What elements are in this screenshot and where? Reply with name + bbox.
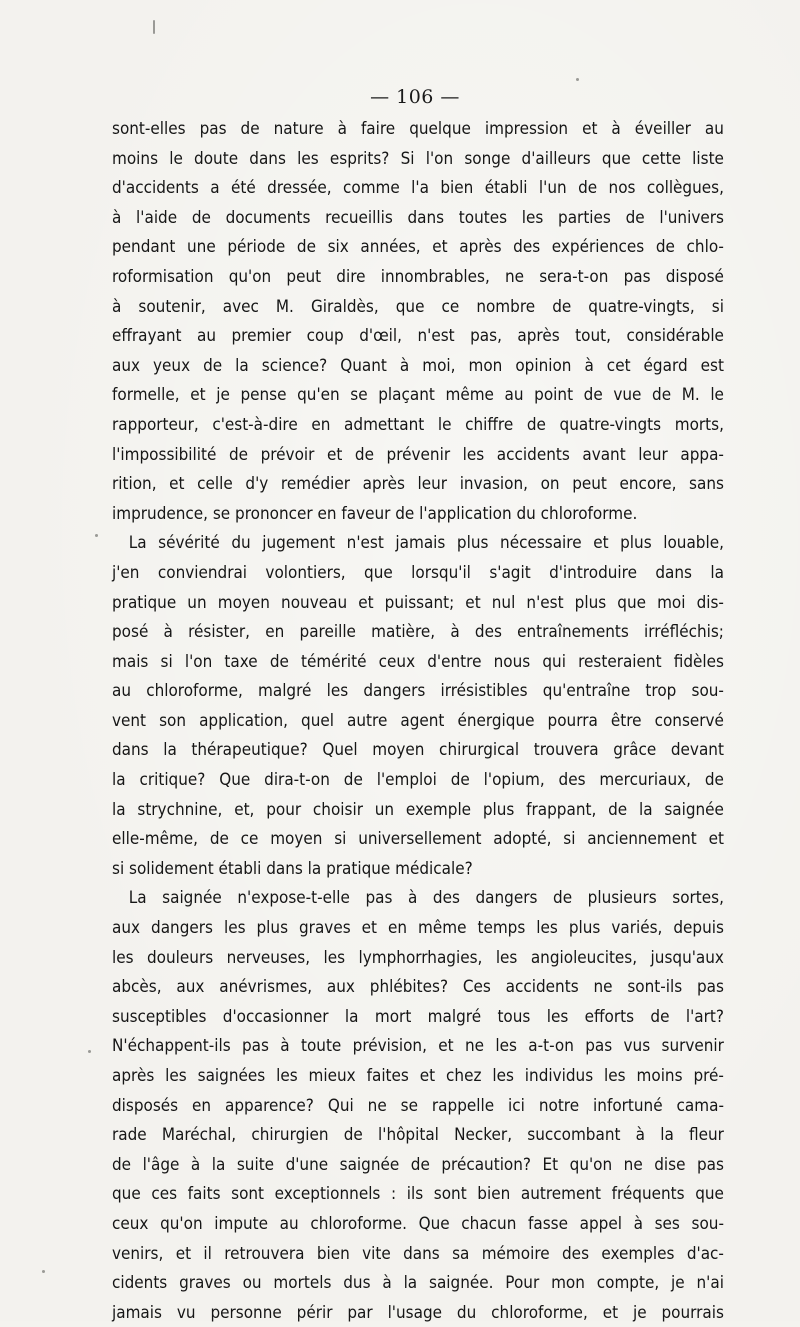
text-line: j'en conviendrai volontiers, que lorsqu'il s'agit d'introduire dans la [112, 562, 724, 582]
text-line: N'échappent-ils pas à toute prévision, et ne les a-t-on pas vus survenir [112, 1036, 724, 1056]
text-line: rition, et celle d'y remédier après leur invasion, on peut encore, sans [112, 474, 724, 494]
text-line: ceux qu'on impute au chloroforme. Que chacun fasse appel à ses sou- [112, 1213, 724, 1233]
text-line: roformisation qu'on peut dire innombrables, ne sera-t-on pas disposé [112, 266, 724, 286]
text-line: la strychnine, et, pour choisir un exemple plus frappant, de la saignée [112, 799, 724, 819]
text-line: de l'âge à la suite d'une saignée de précaution? Et qu'on ne dise pas [112, 1154, 724, 1174]
text-line: imprudence, se prononcer en faveur de l'application du chloroforme. [112, 503, 638, 523]
text-line: cidents graves ou mortels dus à la saignée. Pour mon compte, je n'ai [112, 1273, 724, 1293]
text-line: moins le doute dans les esprits? Si l'on songe d'ailleurs que cette liste [112, 148, 724, 168]
text-line: aux dangers les plus graves et en même temps les plus variés, depuis [112, 918, 724, 938]
text-line: rade Maréchal, chirurgien de l'hôpital Necker, succombant à la fleur [112, 1125, 724, 1145]
text-line: abcès, aux anévrismes, aux phlébites? Ces accidents ne sont-ils pas [112, 977, 724, 997]
text-line: si solidement établi dans la pratique médicale? [112, 858, 473, 878]
scan-speck [95, 534, 98, 537]
text-line: vent son application, quel autre agent énergique pourra être conservé [112, 710, 724, 730]
text-line: dans la thérapeutique? Quel moyen chirurgical trouvera grâce devant [112, 740, 724, 760]
scan-mark [153, 20, 155, 34]
text-line: formelle, et je pense qu'en se plaçant même au point de vue de M. le [112, 385, 724, 405]
text-line: à soutenir, avec M. Giraldès, que ce nombre de quatre-vingts, si [112, 296, 724, 316]
text-line: posé à résister, en pareille matière, à des entraînements irréfléchis; [112, 622, 724, 642]
text-line: disposés en apparence? Qui ne se rappelle ici notre infortuné cama- [112, 1095, 724, 1115]
text-line: d'accidents a été dressée, comme l'a bien établi l'un de nos collègues, [112, 178, 724, 198]
body-text [112, 114, 724, 1327]
text-line: venirs, et il retrouvera bien vite dans sa mémoire des exemples d'ac- [112, 1243, 724, 1263]
text-line: pratique un moyen nouveau et puissant; et nul n'est plus que moi dis- [112, 592, 724, 612]
page-number: — 106 — [370, 86, 460, 108]
text-line: la critique? Que dira-t-on de l'emploi de l'opium, des mercuriaux, de [112, 770, 724, 790]
scan-speck [42, 1270, 45, 1273]
text-line: elle-même, de ce moyen si universellement adopté, si anciennement et [112, 829, 724, 849]
text-line: effrayant au premier coup d'œil, n'est pas, après tout, considérable [112, 326, 724, 346]
text-line: que ces faits sont exceptionnels : ils sont bien autrement fréquents que [112, 1184, 724, 1204]
text-line: les douleurs nerveuses, les lymphorrhagies, les angioleucites, jusqu'aux [112, 947, 724, 967]
scan-speck [576, 78, 579, 81]
text-line: La saignée n'expose-t-elle pas à des dangers de plusieurs sortes, [128, 888, 724, 908]
text-line: sont-elles pas de nature à faire quelque impression et à éveiller au [112, 119, 724, 138]
text-line: au chloroforme, malgré les dangers irrésistibles qu'entraîne trop sou- [112, 681, 724, 701]
text-line: après les saignées les mieux faites et chez les individus les moins pré- [112, 1066, 724, 1085]
text-line: pendant une période de six années, et après des expériences de chlo- [112, 237, 724, 257]
text-line: susceptibles d'occasionner la mort malgré tous les efforts de l'art? [112, 1006, 724, 1026]
text-line: jamais vu personne périr par l'usage du chloroforme, et je pourrais [112, 1302, 724, 1322]
text-line: rapporteur, c'est-à-dire en admettant le chiffre de quatre-vingts morts, [112, 414, 724, 434]
scan-speck [88, 1050, 91, 1053]
text-line: La sévérité du jugement n'est jamais plus nécessaire et plus louable, [128, 533, 724, 553]
text-line: mais si l'on taxe de témérité ceux d'entre nous qui resteraient fidèles [112, 651, 724, 671]
text-line: aux yeux de la science? Quant à moi, mon opinion à cet égard est [112, 355, 724, 375]
text-line: l'impossibilité de prévoir et de prévenir les accidents avant leur appa- [112, 444, 724, 464]
text-line: à l'aide de documents recueillis dans toutes les parties de l'univers [112, 207, 724, 227]
